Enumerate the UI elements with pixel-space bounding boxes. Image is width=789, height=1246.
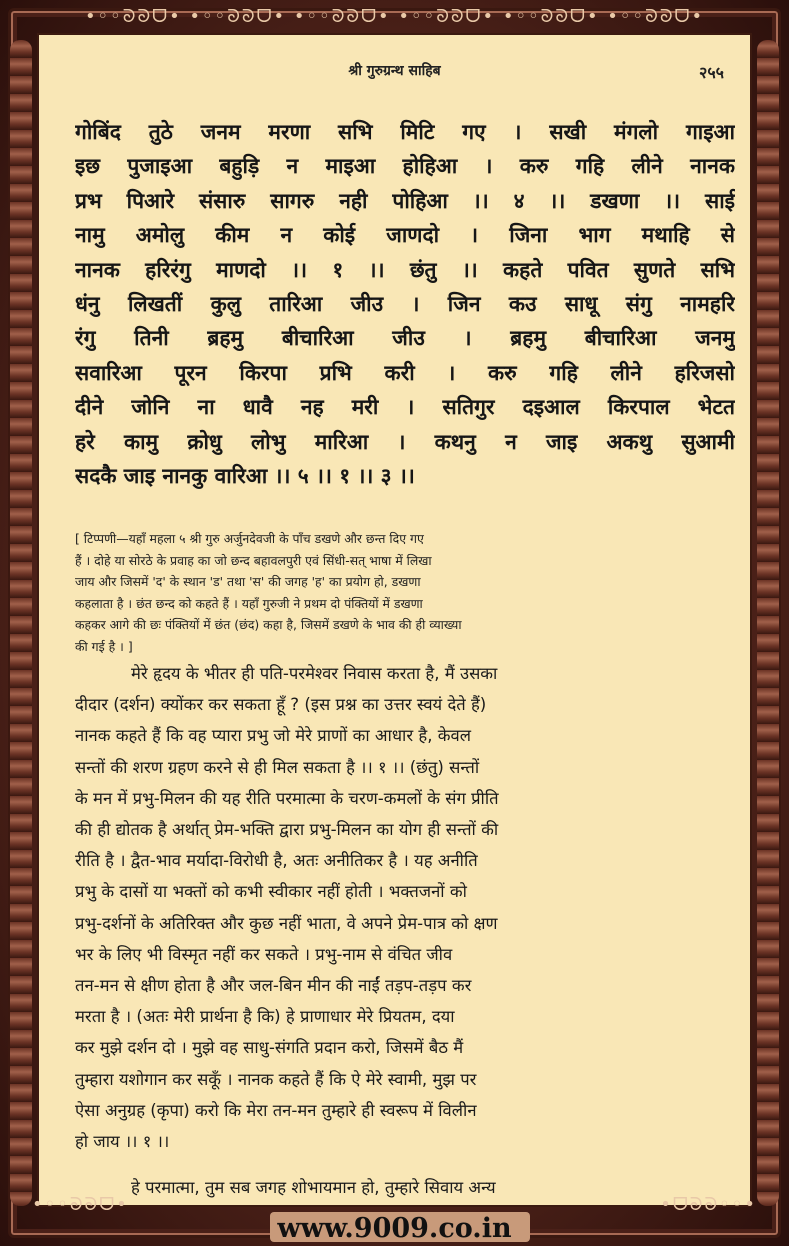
note-line: हैं । दोहे या सोरठे के प्रवाह का जो छन्द बहावलपुरी एवं सिंधी-सत् भाषा में लिखा [75, 552, 432, 568]
commentary-line: ऐसा अनुग्रह (कृपा) करो कि मेरा तन-मन तुम्हारे ही स्वरूप में विलीन [75, 1100, 477, 1120]
note-line: जाय और जिसमें 'द' के स्थान 'ड' तथा 'स' की जगह 'ह' का प्रयोग हो, डखणा [75, 574, 421, 590]
page-header [39, 61, 750, 85]
verse-line: सवारिआ पूरन किरपा प्रभि करी । करु गहि लीने हरिजसो [75, 359, 735, 385]
bottom-ornament-left: •◦◦ᘐᘐᗜ• [32, 1194, 129, 1215]
verse-line: हरे कामु क्रोधु लोभु मारिआ । कथनु न जाइ अकथु सुआमी [75, 428, 735, 454]
commentary-line: मरता है । (अतः मेरी प्रार्थना है कि) हे प्राणाधार मेरे प्रियतम, दया [75, 1007, 455, 1027]
footnote-block [75, 528, 727, 658]
verse-line: प्रभ पिआरे संसारु सागरु नही पोहिआ ।। ४ ।। डखणा ।। साई [75, 187, 735, 213]
commentary-line: प्रभु-दर्शनों के अतिरिक्त और कुछ नहीं भाता, वे अपने प्रेम-पात्र को क्षण [75, 913, 498, 933]
commentary-line: तन-मन से क्षीण होता है और जल-बिन मीन की नाईं तड़प-तड़प कर [75, 976, 472, 996]
verse-line: इछ पुजाइआ बहुड़ि न माइआ होहिआ । करु गहि लीने नानक [75, 153, 735, 179]
page-number: २५५ [699, 63, 724, 82]
continuation-line: हे परमात्मा, तुम सब जगह शोभायमान हो, तुम्हारे सिवाय अन्य [131, 1178, 496, 1197]
commentary-line: सन्तों की शरण ग्रहण करने से ही मिल सकता है ।। १ ।। (छंतु) सन्तों [75, 757, 480, 777]
right-ornament [757, 40, 779, 1206]
scripture-page [37, 33, 752, 1207]
commentary-line: हो जाय ।। १ ।। [75, 1132, 170, 1152]
commentary-line: के मन में प्रभु-मिलन की यह रीति परमात्मा के चरण-कमलों के संग प्रीति [75, 788, 499, 808]
site-watermark[interactable]: www.9009.co.in [277, 1213, 512, 1244]
top-ornament: •◦◦ᘐᘐᗜ• •◦◦ᘐᘐᗜ• •◦◦ᘐᘐᗜ• •◦◦ᘐᘐᗜ• •◦◦ᘐᘐᗜ• •◦◦ᘐᘐᗜ• [84, 6, 705, 27]
verse-line: धंनु लिखतीं कुलु तारिआ जीउ । जिन कउ साधू संगु नामहरि [75, 291, 735, 317]
verse-line: रंगु तिनी ब्रहमु बीचारिआ जीउ । ब्रहमु बीचारिआ जनमु [75, 325, 735, 351]
commentary-line: की ही द्योतक है अर्थात् प्रेम-भक्ति द्वारा प्रभु-मिलन का योग ही सन्तों की [75, 820, 499, 840]
gurbani-verse [75, 115, 735, 493]
verse-line: दीने जोनि ना धावै नह मरी । सतिगुर दइआल किरपाल भेटत [75, 394, 735, 420]
note-line: [ टिप्पणी—यहाँ महला ५ श्री गुरु अर्जुनदेवजी के पाँच डखणे और छन्त दिए गए [75, 531, 424, 546]
verse-line: गोबिंद तुठे जनम मरणा सभि मिटि गए । सखी मंगलो गाइआ [75, 119, 735, 144]
note-line: कहलाता है । छंत छन्द को कहते हैं । यहाँ गुरुजी ने प्रथम दो पंक्तियों में डखणा [75, 595, 423, 611]
commentary-line: मेरे हृदय के भीतर ही पति-परमेश्वर निवास करता है, मैं उसका [131, 664, 498, 683]
note-line: की गई है । ] [75, 638, 133, 654]
commentary-line: दीदार (दर्शन) क्योंकर कर सकता हूँ ? (इस प्रश्न का उत्तर स्वयं देते हैं) [75, 695, 487, 715]
commentary-line: तुम्हारा यशोगान कर सकूँ । नानक कहते हैं कि ऐ मेरे स्वामी, मुझ पर [75, 1069, 477, 1089]
note-line: कहकर आगे की छः पंक्तियों में छंत (छंद) कहा है, जिसमें डखणे के भाव की ही व्याख्या [75, 617, 462, 633]
commentary-line: भर के लिए भी विस्मृत नहीं कर सकते । प्रभु-नाम से वंचित जीव [75, 944, 453, 964]
commentary-block [75, 658, 735, 1157]
commentary-line: नानक कहते हैं कि वह प्यारा प्रभु जो मेरे प्राणों का आधार है, केवल [75, 726, 471, 746]
commentary-line: कर मुझे दर्शन दो । मुझे वह साधु-संगति प्रदान करो, जिसमें बैठ मैं [75, 1038, 464, 1058]
verse-line: नामु अमोलु कीम न कोई जाणदो । जिना भाग मथाहि से [75, 222, 735, 248]
left-ornament [10, 40, 32, 1206]
verse-line: सदकै जाइ नानकु वारिआ ।। ५ ।। १ ।। ३ ।। [75, 463, 415, 489]
verse-line: नानक हरिरंगु माणदो ।। १ ।। छंतु ।। कहते पवित सुणते सभि [75, 256, 735, 282]
book-title: श्री गुरुग्रन्थ साहिब [348, 63, 441, 79]
commentary-line: प्रभु के दासों या भक्तों को कभी स्वीकार नहीं होती । भक्तजनों को [75, 882, 467, 902]
commentary-line: रीति है । द्वैत-भाव मर्यादा-विरोधी है, अतः अनीतिकर है । यह अनीति [75, 851, 478, 871]
bottom-ornament-right: •ᗜᘐᘐ◦◦• [660, 1194, 757, 1215]
